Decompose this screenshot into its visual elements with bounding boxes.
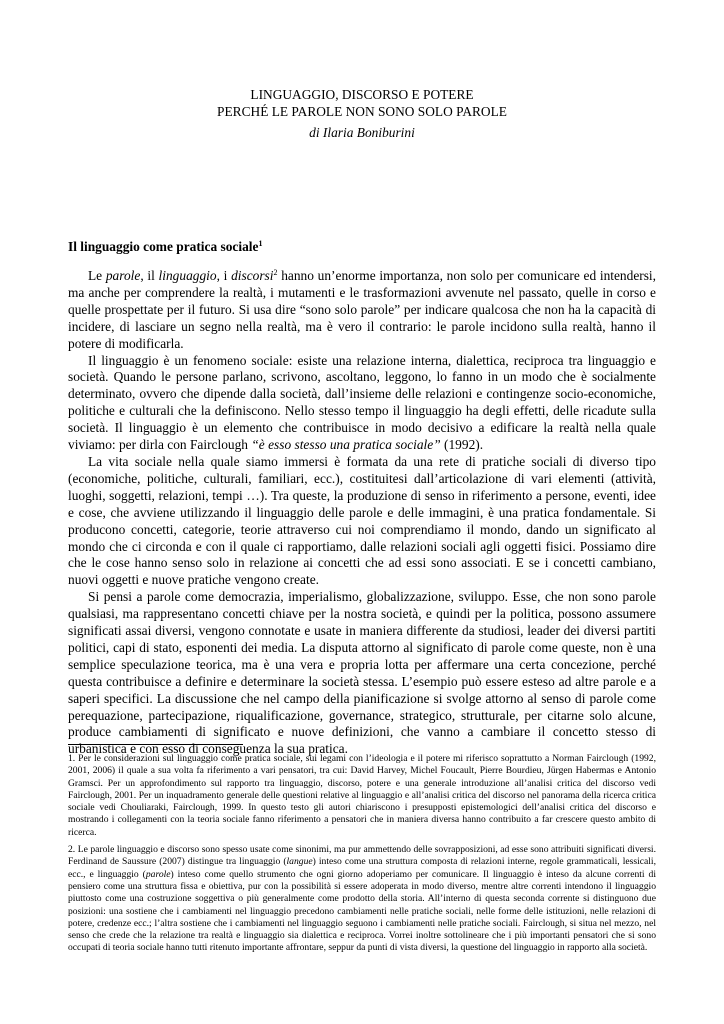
- footnote-ref-2[interactable]: 2: [273, 268, 278, 277]
- paragraph-2: [68, 353, 656, 454]
- section-heading-text: Il linguaggio come pratica sociale: [68, 239, 259, 254]
- fn2-text-c: ) inteso come quello strumento che ogni giorno adoperiamo per comunicare. Il linguaggio è inteso da alcune correnti di pensiero come una struttura fissa e obiettiva, pur con la possibilità si essere adoperata in modo diverso, mentre altre correnti intendono il linguaggio piuttosto come una costruzione soggettiva o più generalmente come prodotto della storia. All’interno di questa seconda corrente si distinguono due posizioni: una sostiene che i cambiamenti nel linguaggio precedono cambiamenti nelle pratiche sociali, nelle forme delle istituzioni, nelle relazioni di potere, credenze ecc.; l’altra sostiene che i cambiamenti nel linguaggio seguono i cambiamenti nelle pratiche sociali. Fairclough, si situa nel mezzo, nel senso che crede che la relazione tra realtà e linguaggio sia dialettica e reciproca. Vorrei inoltre sottolineare che i più importanti pensatori che si sono occupati di teoria sociale hanno tutti ritenuto importante affrontare, seppur da punti di vista diversi, la questione del linguaggio in rapporto alla società.: [68, 868, 656, 954]
- fn2-italic-langue: langue: [286, 856, 313, 868]
- footnotes: [68, 753, 656, 960]
- fn2-italic-parole: parole: [145, 868, 171, 880]
- p1-text-b: , il: [140, 268, 159, 283]
- author-line: di Ilaria Boniburini: [309, 125, 415, 140]
- paragraph-3: La vita sociale nella quale siamo immersi è formata da una rete di pratiche sociali di diverso tipo (economiche, politiche, culturali, familiari, ecc.), costituitesi dall’articolazione di vari elementi (attività, luoghi, soggetti, relazioni, tempi …). Tra queste, la produzione di senso in riferimento a persone, eventi, idee e cose, che avviene utilizzando il linguaggio delle parole e delle immagini, è una pratica fondamentale. Si producono concetti, categorie, teorie attraverso cui noi comprendiamo il mondo, dando un significato al mondo che ci circonda e con il quale ci rapportiamo, dalle relazioni sociali agli oggetti fisici. Possiamo dire che le cose hanno senso solo in relazione ai concetti che ad essi sono associati. E se i concetti cambiano, nuovi oggetti e nuove pratiche vengono create.: [68, 453, 656, 588]
- footnote-1: 1. Per le considerazioni sul linguaggio come pratica sociale, sui legami con l’ideologia e il potere mi riferisco soprattutto a Norman Fairclough (1992, 2001, 2006) il quale a sua volta fa riferimento a vari pensatori, tra cui: David Harvey, Michel Foucault, Pierre Bourdieu, Jürgen Habermas e Antonio Gramsci. Per un approfondimento sul rapporto tra linguaggio, discorso, potere e una generale introduzione all’analisi critica del discorso vedi Fairclough, 2001. Per un inquadramento generale delle questioni relative al linguaggio e all’analisi critica del discorso nel panorama della ricerca critica sociale vedi Chouliaraki, Fairclough, 1999. In questo testo gli autori chiariscono i presupposti epistemologici dell’analisi critica del discorso e mostrando i collegamenti con la teoria sociale fanno riferimento a pensatori che in maniera diversa hanno contribuito a far crescere questo ambito di ricerca.: [68, 753, 656, 838]
- p1-text-c: , i: [216, 268, 232, 283]
- section-heading: [68, 238, 262, 255]
- p2-text-b: (1992).: [440, 437, 484, 453]
- paragraph-1: [68, 268, 656, 353]
- p1-italic-discorsi: discorsi: [231, 268, 274, 283]
- p2-text-a: Il linguaggio è un fenomeno sociale: esiste una relazione interna, dialettica, reciproca tra linguaggio e società. Quando le persone parlano, scrivono, ascoltano, leggono, lo fanno in un modo che è socialmente determinato, ovvero che dipende dalla società, dall’insieme delle relazioni e contingenze socio-economiche, politiche e culturali che la definiscono. Nello stesso tempo il linguaggio ha degli effetti, delle ricadute sulla società. Il linguaggio è un elemento che contribuisce in modo decisivo a edificare la realtà nella quale viviamo: per dirla con Fairclough: [68, 352, 656, 453]
- fn2-text-b: ) inteso come una struttura composta di relazioni interne, regole grammaticali, lessicali, ecc., e linguaggio (: [68, 856, 657, 880]
- body-text: [68, 268, 656, 758]
- title-line-1: LINGUAGGIO, DISCORSO E POTERE: [250, 87, 474, 102]
- p1-text-d: hanno un’enorme importanza, non solo per comunicare ed intendersi, ma anche per comprendere la realtà, i mutamenti e le trasformazioni avvenute nel passato, quelle in corso e quelle prospettate per il futuro. Si usa dire “sono solo parole” per indicare qualcosa che non ha la capacità di incidere, di lasciare un segno nella realtà, ma è vero il contrario: le parole incidono sulla realtà, hanno il potere di modificarla.: [68, 268, 657, 351]
- p1-italic-parole: parole: [105, 268, 141, 283]
- footnote-ref-1[interactable]: 1: [258, 239, 263, 248]
- p1-text-a: Le: [88, 268, 106, 283]
- p1-italic-linguaggio: linguaggio: [158, 268, 217, 283]
- paragraph-4: Si pensi a parole come democrazia, imperialismo, globalizzazione, sviluppo. Esse, che non sono parole qualsiasi, ma rappresentano concetti chiave per la nostra società, e quindi per la politica, possono assumere significati assai diversi, vengono connotate e usate in maniera differente da studiosi, leader dei diversi partiti politici, capi di stato, esponenti dei media. La disputa attorno al significato di parole come queste, non è una semplice speculazione teorica, ma è una vera e propria lotta per affermare una certa concezione, perché questa contribuisce a definire e determinare la società stessa. L’esempio può essere esteso ad altre parole e a saperi specifici. La discussione che nel campo della pianificazione si svolge attorno al senso di parole come perequazione, partecipazione, riqualificazione, governance, strategico, strutturale, per citarne solo alcune, produce cambiamenti di significato e nuove definizioni, che vanno a cambiare il concetto stesso di urbanistica e con esso di conseguenza la sua pratica.: [68, 589, 656, 757]
- title-block: [68, 86, 656, 141]
- footnote-separator: [68, 744, 243, 745]
- footnote-2: [68, 844, 656, 955]
- p2-italic-quote: “è esso stesso una pratica sociale”: [251, 437, 441, 453]
- title-line-2: PERCHÉ LE PAROLE NON SONO SOLO PAROLE: [217, 104, 507, 119]
- fn2-text-a: 2. Le parole linguaggio e discorso sono spesso usate come sinonimi, ma pur ammettendo delle sovrapposizioni, ad esse sono attribuiti significati diversi. Ferdinand de Saussure (2007) distingue tra linguaggio (: [68, 844, 656, 868]
